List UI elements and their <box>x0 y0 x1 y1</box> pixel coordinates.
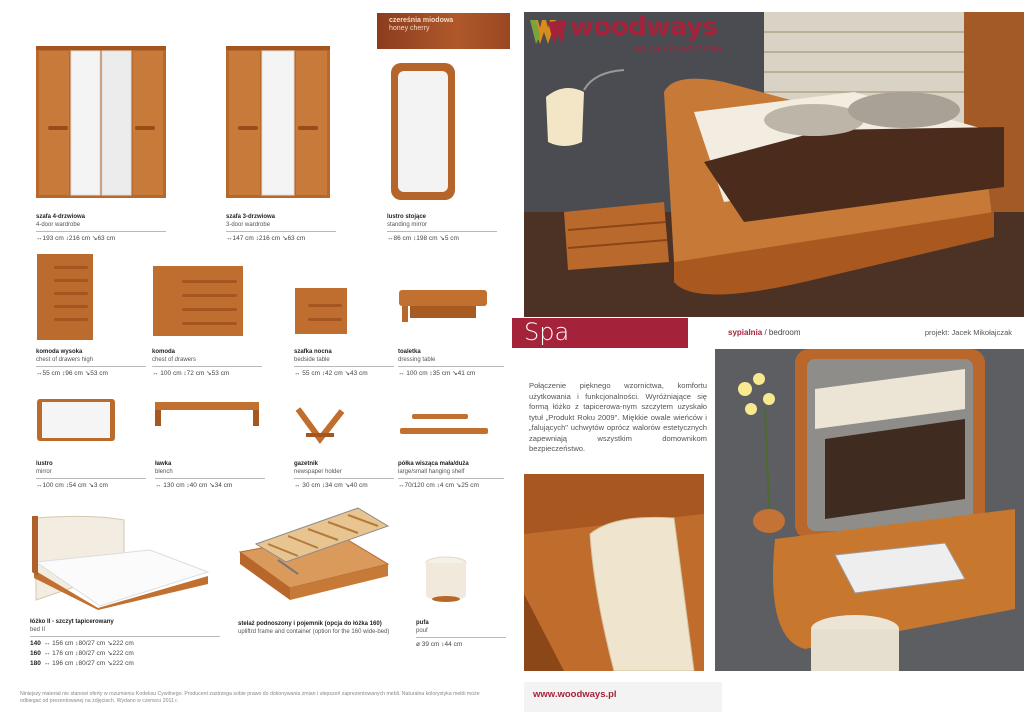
product-dimensions: ↔ 130 cm ↕40 cm ↘34 cm <box>155 482 233 489</box>
product-name-pl: komoda wysoka <box>36 349 83 355</box>
product-name-pl: komoda <box>152 349 176 355</box>
product-dimensions: ↔70/120 cm ↕4 cm ↘25 cm <box>398 482 479 489</box>
product-pufa <box>416 555 506 655</box>
product-name-pl: szafa 3-drzwiowa <box>226 214 276 220</box>
product-name-pl: półka wisząca mała/duża <box>398 461 469 467</box>
product-dimensions: ↔ 100 cm ↕72 cm ↘53 cm <box>152 370 230 377</box>
newspaper-holder-image <box>294 405 346 445</box>
hanging-shelf-image <box>398 412 490 438</box>
product-dimensions: ↔55 cm ↕96 cm ↘53 cm <box>36 370 108 377</box>
product-gazetnik <box>294 405 394 490</box>
product-name-en: 3-door wardrobe <box>226 221 336 232</box>
category-en: / bedroom <box>764 328 801 337</box>
woodways-logo-icon <box>530 16 566 46</box>
product-name-en: newspaper holder <box>294 468 394 479</box>
collection-header-band <box>512 318 1024 348</box>
lift-frame-image <box>238 504 390 604</box>
product-name-pl: lustro <box>36 461 53 467</box>
product-dimensions: ↔100 cm ↕54 cm ↘3 cm <box>36 482 108 489</box>
chest-of-drawers-image <box>152 264 244 338</box>
designer-credit: projekt: Jacek Mikołajczak <box>924 328 1012 337</box>
bed-size-160: 160 ↔ 176 cm ↕80/27 cm ↘222 cm <box>30 650 134 657</box>
product-szafka-nocna <box>294 286 394 380</box>
product-komoda <box>152 264 262 380</box>
product-name-en: large/small hanging shelf <box>398 468 504 479</box>
product-stelaz <box>238 504 393 654</box>
product-szafa3 <box>226 46 336 246</box>
product-name-en: chest of drawers <box>152 356 262 367</box>
product-lawka <box>155 398 265 490</box>
wardrobe-3-door-image <box>226 46 330 201</box>
product-lozko <box>30 510 220 670</box>
website-url[interactable]: www.woodways.pl <box>533 689 617 700</box>
legal-disclaimer: Niniejszy materiał nie stanowi oferty w rozumieniu Kodeksu Cywilnego. Producent zastrzega sobie prawo do dokonywania zmian i ulepszeń zaprezentowanych mebli. Naturalna kolorystyka mebli może odbiegać od prezentowanej na zdjęciach. Wydano w czerwcu 2011 r. <box>20 691 480 704</box>
product-name-pl: gazetnik <box>294 461 319 467</box>
product-lustro <box>36 398 146 490</box>
product-dimensions: ø 39 cm ↕44 cm <box>416 641 463 648</box>
product-name-pl: toaletka <box>398 349 421 355</box>
product-name-en: blench <box>155 468 265 479</box>
bed-size-140: 140 ↔ 156 cm ↕80/27 cm ↘222 cm <box>30 640 134 647</box>
product-name-pl: lustro stojące <box>387 214 427 220</box>
bed-image <box>30 510 212 610</box>
product-name-pl: szafka nocna <box>294 349 332 355</box>
headboard-detail-photo <box>524 474 704 671</box>
headboard-detail-scene <box>524 474 704 671</box>
product-name-en: pouf <box>416 627 506 638</box>
bedroom-photo <box>524 12 1024 317</box>
wardrobe-4-door-image <box>36 46 166 201</box>
mirror-image <box>36 398 116 442</box>
product-name-en: upliftrd frame and container (option for the 160 wide-bed) <box>238 629 390 635</box>
product-name-en: chest of drawers high <box>36 356 146 367</box>
product-dimensions: ↔193 cm ↕216 cm ↘63 cm <box>36 235 116 242</box>
product-name-pl: ławka <box>155 461 172 467</box>
product-dimensions: ↔ 55 cm ↕42 cm ↘43 cm <box>294 370 368 377</box>
dressing-table-image <box>398 288 488 326</box>
standing-mirror-image <box>389 62 457 202</box>
swatch-name-en: honey cherry <box>389 25 430 32</box>
product-name-en: 4-door wardrobe <box>36 221 166 232</box>
product-polka <box>398 412 504 490</box>
product-toaletka <box>398 288 504 380</box>
product-name-pl: pufa <box>416 620 429 626</box>
product-komoda-wysoka <box>36 252 146 380</box>
catalog-right-page <box>512 0 1024 724</box>
product-dimensions: ↔ 100 cm ↕35 cm ↘41 cm <box>398 370 476 377</box>
brand-name: woodways <box>570 12 718 42</box>
product-name-pl: stelaż podnoszony i pojemnik (opcja do łóżka 160) <box>238 621 382 627</box>
product-name-en: bed II <box>30 626 220 637</box>
bed-size-180: 180 ↔ 196 cm ↕80/27 cm ↘222 cm <box>30 660 134 667</box>
product-name-pl: łóżko II - szczyt tapicerowany <box>30 619 114 625</box>
product-dimensions: ↔ 30 cm ↕34 cm ↘40 cm <box>294 482 368 489</box>
collection-category <box>728 328 801 337</box>
bench-image <box>155 398 259 428</box>
swatch-name-pl: czereśnia miodowa <box>389 17 454 24</box>
product-szafa4 <box>36 46 166 246</box>
woodways-logo <box>530 14 720 54</box>
product-name-en: bedside table <box>294 356 394 367</box>
product-name-en: mirror <box>36 468 146 479</box>
hero-bedroom-photo <box>524 12 1024 317</box>
product-dimensions: ↔86 cm ↕198 cm ↘5 cm <box>387 235 459 242</box>
product-name-pl: szafa 4-drzwiowa <box>36 214 86 220</box>
category-pl: sypialnia <box>728 328 763 337</box>
product-name-en: standing mirror <box>387 221 497 232</box>
dressing-table-scene <box>715 349 1024 671</box>
collection-description: Połączenie pięknego wzornictwa, komfortu użytkowania i funkcjonalności. Wyróżniające się formą łóżko z tapicerowa-nym szczytem uzyskało tytuł „Produkt Roku 2009". Miękkie owale wieńców i „falujących" uchwytów oprócz walorów estetycznych zapewniają wszystkim domownikom bezpieczeństwo. <box>529 381 707 453</box>
collection-name: Spa <box>524 318 570 346</box>
website-link[interactable] <box>524 682 722 712</box>
dressing-table-photo <box>715 349 1024 671</box>
product-lustro-stojace <box>387 62 497 247</box>
tall-chest-image <box>36 252 94 342</box>
pouf-image <box>424 555 468 605</box>
brand-subtitle: Grupa Paged Meble <box>632 44 722 55</box>
product-dimensions: ↔147 cm ↕216 cm ↘63 cm <box>226 235 306 242</box>
color-swatch <box>377 13 510 49</box>
product-name-en: dressing table <box>398 356 504 367</box>
bedside-table-image <box>294 286 348 336</box>
